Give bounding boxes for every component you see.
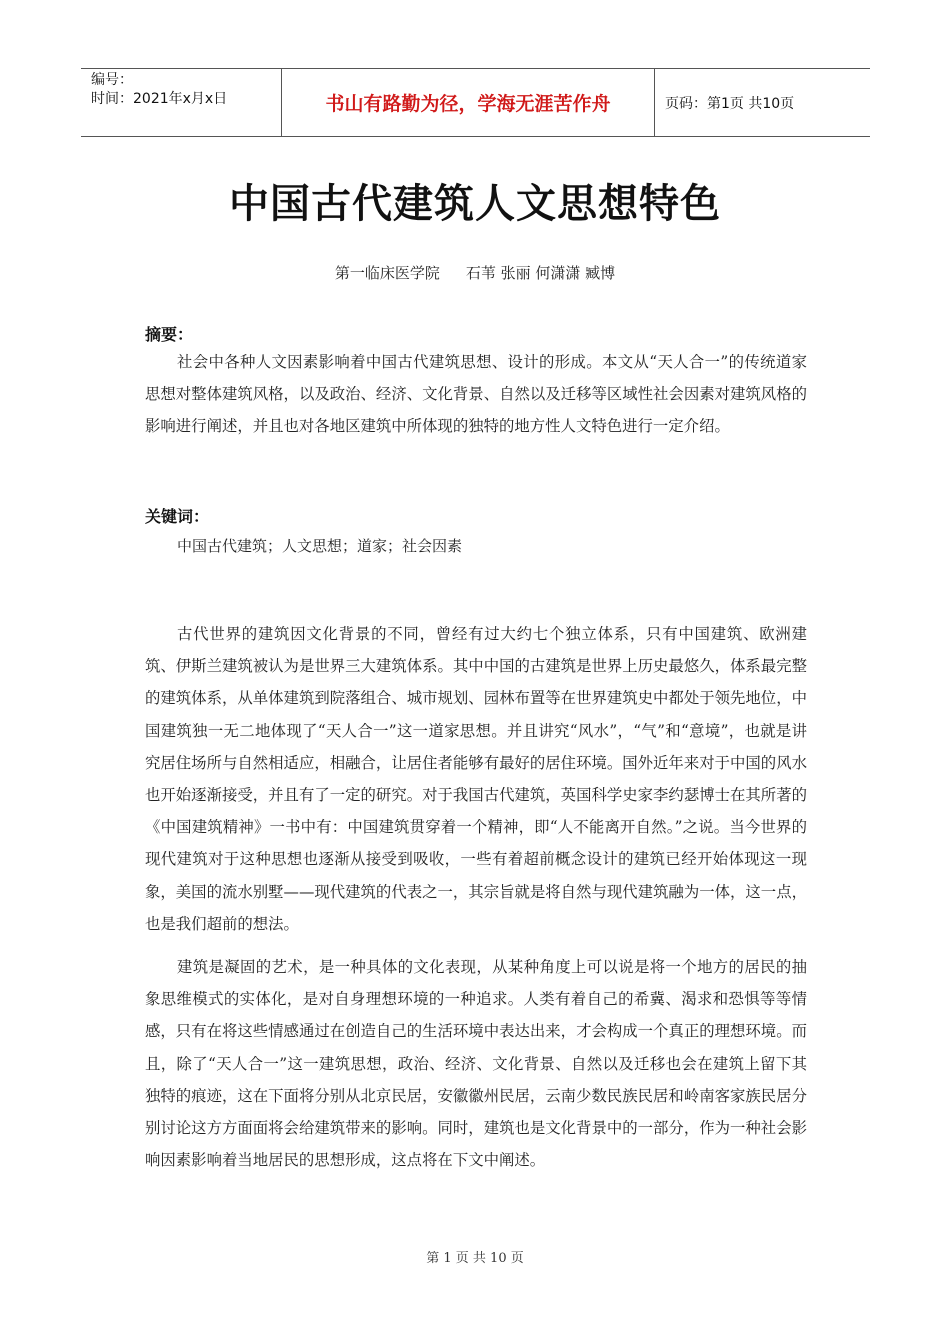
date-line: 时间：2021年x月x日 <box>91 91 228 107</box>
page-footer: 第 1 页 共 10 页 <box>426 1251 524 1266</box>
abstract-text: 社会中各种人文因素影响着中国古代建筑思想、设计的形成。本文从“天人合一”的传统道家思想对整体建筑风格，以及政治、经济、文化背景、自然以及迁移等区域性社会因素对建筑风格的影响进行阐述，并且也对各地区建筑中所体现的独特的地方性人文特色进行一定介绍。 <box>145 353 807 436</box>
body-paragraph-2: 建筑是凝固的艺术，是一种具体的文化表现，从某种角度上可以说是将一个地方的居民的抽象思维模式的实体化，是对自身理想环境的一种追求。人类有着自己的希冀、渴求和恐惧等等情感，只有在将这些情感通过在创造自己的生活环境中表达出来，才会构成一个真正的理想环境。而且，除了“天人合一”这一建筑思想，政治、经济、文化背景、自然以及迁移也会在建筑上留下其独特的痕迹，这在下面将分别从北京民居，安徽徽州民居，云南少数民族民居和岭南客家族民居分别讨论这方方面面将会给建筑带来的影响。同时，建筑也是文化背景中的一部分，作为一种社会影响因素影响着当地居民的思想形成，这点将在下文中阐述。 <box>145 958 807 1170</box>
author-line <box>0 262 950 283</box>
author-names: 石苇 张丽 何潇潇 臧博 <box>465 264 616 282</box>
body-paragraph-1: 古代世界的建筑因文化背景的不同，曾经有过大约七个独立体系，只有中国建筑、欧洲建筑、伊斯兰建筑被认为是世界三大建筑体系。其中中国的古建筑是世界上历史最悠久，体系最完整的建筑体系，从单体建筑到院落组合、城市规划、园林布置等在世界建筑史中都处于领先地位，中国建筑独一无二地体现了“天人合一”这一道家思想。并且讲究“风水”，“气”和“意境”，也就是讲究居住场所与自然相适应，相融合，让居住者能够有最好的居住环境。国外近年来对于中国的风水也开始逐渐接受，并且有了一定的研究。对于我国古代建筑，英国科学史家李约瑟博士在其所著的《中国建筑精神》一书中有：中国建筑贯穿着一个精神，即“人不能离开自然。”之说。当今世界的现代建筑对于这种思想也逐渐从接受到吸收，一些有着超前概念设计的建筑已经开始体现这一现象，美国的流水别墅——现代建筑的代表之一，其宗旨就是将自然与现代建筑融为一体，这一点，也是我们超前的想法。 <box>145 625 807 933</box>
header-left-cell <box>81 69 281 136</box>
page-header <box>81 68 870 137</box>
keywords-text: 中国古代建筑；人文思想；道家；社会因素 <box>177 537 463 555</box>
author-affiliation: 第一临床医学院 <box>334 264 440 282</box>
document-title: 中国古代建筑人文思想特色 <box>229 181 721 227</box>
header-page-info: 页码：第1页 共10页 <box>665 95 795 112</box>
keywords-label: 关键词： <box>145 507 210 526</box>
abstract-label: 摘要： <box>145 325 194 344</box>
header-motto: 书山有路勤为径，学海无涯苦作舟 <box>281 69 655 136</box>
serial-label: 编号： <box>91 72 133 88</box>
